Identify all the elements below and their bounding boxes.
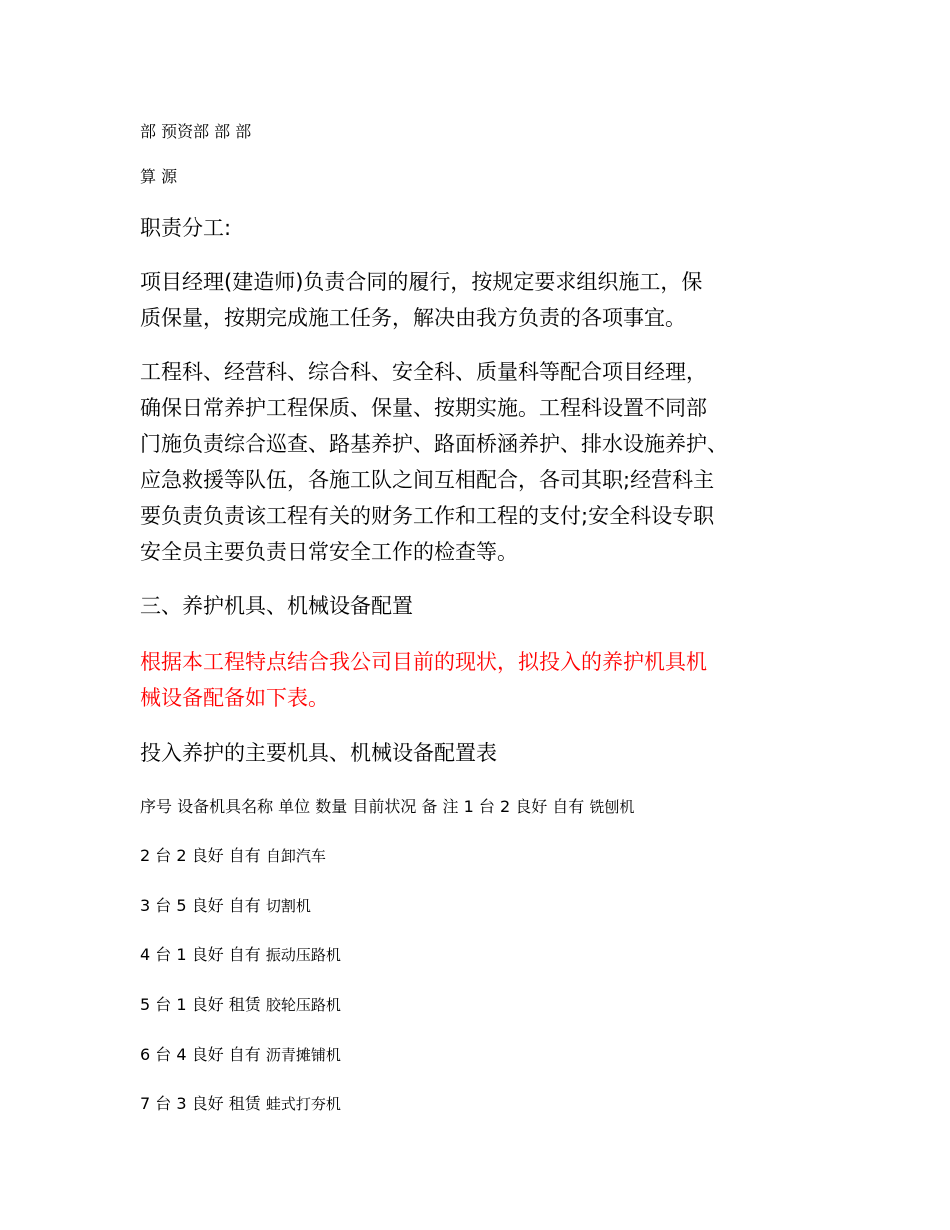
equipment-table-header-row — [140, 794, 634, 817]
row-text: 3 台 5 良好 自有 — [140, 896, 261, 915]
paragraph-line: 质保量，按期完成施工任务，解决由我方负责的各项事宜。 — [140, 306, 686, 330]
row-text: 5 台 1 良好 租赁 — [140, 995, 261, 1014]
equipment-name: 沥青摊铺机 — [265, 1046, 341, 1064]
row-text: 7 台 3 良好 租赁 — [140, 1094, 261, 1113]
equipment-table-title: 投入养护的主要机具、机械设备配置表 — [140, 741, 497, 765]
header-fragment-line-2: 算 源 — [140, 167, 178, 186]
equipment-row — [140, 942, 341, 965]
duties-heading: 职责分工: — [140, 216, 232, 240]
red-highlight-paragraph — [140, 644, 820, 716]
equipment-row — [140, 992, 341, 1015]
equipment-row — [140, 843, 326, 866]
project-manager-paragraph — [140, 264, 820, 336]
equipment-name: 胶轮压路机 — [265, 996, 341, 1014]
equipment-name: 蛙式打夯机 — [265, 1095, 341, 1113]
paragraph-line: 安全员主要负责日常安全工作的检查等。 — [140, 540, 518, 564]
equipment-name: 自卸汽车 — [265, 847, 326, 865]
equipment-row — [140, 1042, 341, 1065]
row-text: 6 台 4 良好 自有 — [140, 1045, 261, 1064]
paragraph-line: 工程科、经营科、综合科、安全科、质量科等配合项目经理， — [140, 360, 707, 384]
row-text: 4 台 1 良好 自有 — [140, 945, 261, 964]
paragraph-line: 应急救援等队伍，各施工队之间互相配合，各司其职;经营科主 — [140, 468, 715, 492]
paragraph-line: 械设备配备如下表。 — [140, 686, 329, 710]
equipment-name: 铣刨机 — [589, 798, 635, 816]
equipment-name: 切割机 — [265, 897, 311, 915]
departments-paragraph — [140, 354, 820, 570]
equipment-row — [140, 1091, 341, 1114]
row-text: 2 台 2 良好 自有 — [140, 846, 261, 865]
paragraph-line: 项目经理(建造师)负责合同的履行，按规定要求组织施工，保 — [140, 270, 703, 294]
paragraph-line: 门施负责综合巡查、路基养护、路面桥涵养护、排水设施养护、 — [140, 432, 728, 456]
equipment-row — [140, 893, 311, 916]
paragraph-line: 根据本工程特点结合我公司目前的现状，拟投入的养护机具机 — [140, 650, 707, 674]
header-row-text: 序号 设备机具名称 单位 数量 目前状况 备 注 1 台 2 良好 自有 — [140, 797, 585, 816]
section-3-heading: 三、养护机具、机械设备配置 — [140, 594, 413, 618]
paragraph-line: 要负责负责该工程有关的财务工作和工程的支付;安全科设专职 — [140, 504, 715, 528]
paragraph-line: 确保日常养护工程保质、保量、按期实施。工程科设置不同部 — [140, 396, 707, 420]
header-fragment-line-1: 部 预资部 部 部 — [140, 122, 252, 141]
equipment-name: 振动压路机 — [265, 946, 341, 964]
